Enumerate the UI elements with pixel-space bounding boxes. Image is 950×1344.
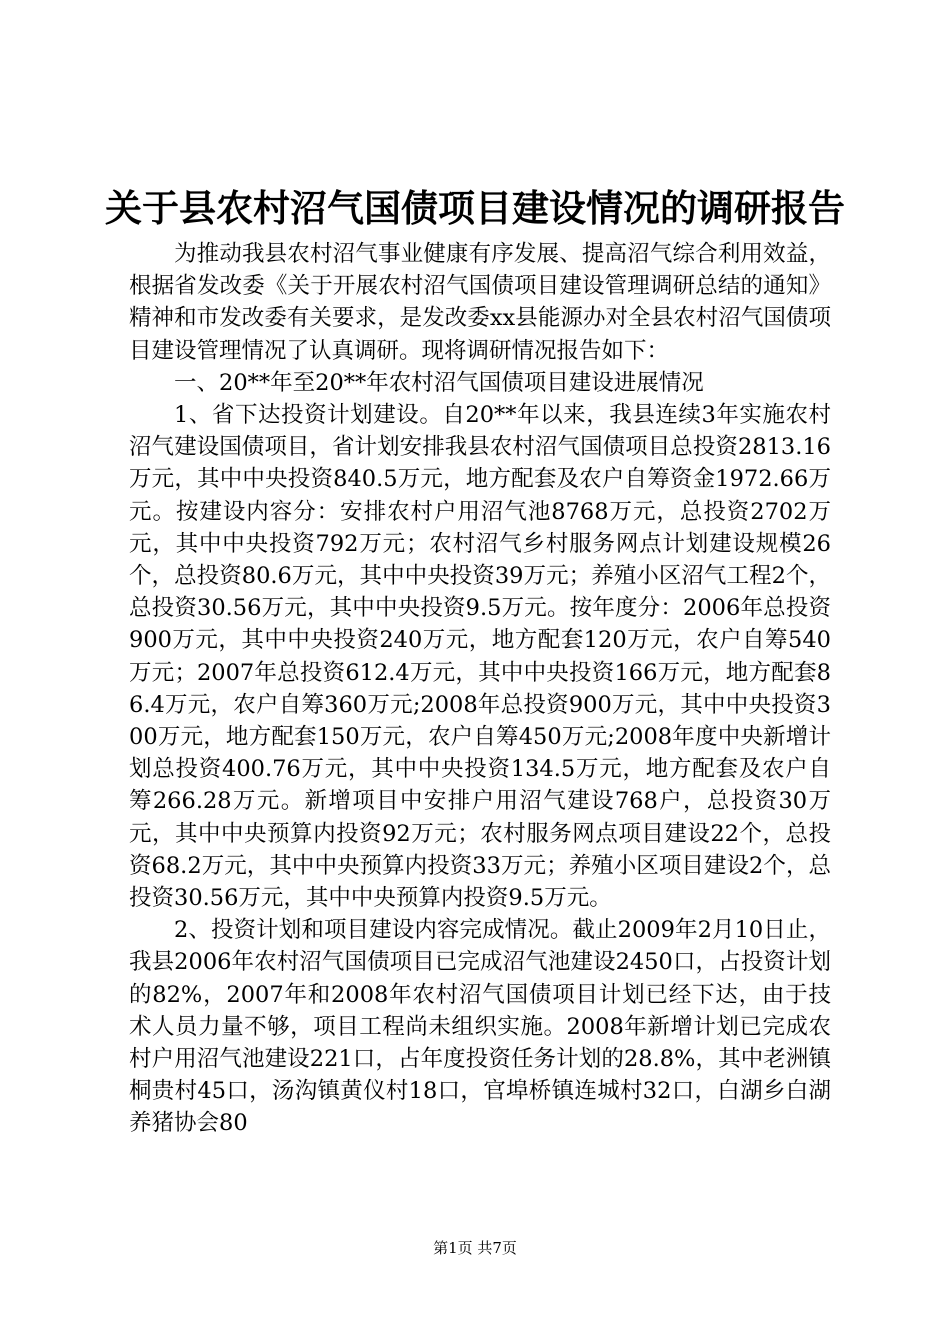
document-body — [129, 238, 831, 1140]
progress-paragraph: 2、投资计划和项目建设内容完成情况。截止2009年2月10日止，我县2006年农村沼气国债项目已完成沼气池建设2450口，占投资计划的82%，2007年和2008年农村沼气国债项目计划已经下达，由于技术人员力量不够，项目工程尚未组织实施。2008年新增计划已完成农村户用沼气池建设221口，占年度投资任务计划的28.8%，其中老洲镇桐贵村45口，汤沟镇黄仪村18口，官埠桥镇连城村32口，白湖乡白湖养猪协会80 — [129, 917, 831, 1137]
document-title: 关于县农村沼气国债项目建设情况的调研报告 — [105, 187, 845, 230]
page-footer: 第1页 共7页 — [433, 1239, 517, 1257]
intro-paragraph: 为推动我县农村沼气事业健康有序发展、提高沼气综合利用效益，根据省发改委《关于开展农村沼气国债项目建设管理调研总结的通知》精神和市发改委有关要求，是发改委xx县能源办对全县农村沼气国债项目建设管理情况了认真调研。现将调研情况报告如下： — [129, 241, 831, 364]
section-heading: 一、20**年至20**年农村沼气国债项目建设进展情况 — [174, 369, 704, 396]
investment-paragraph: 1、省下达投资计划建设。自20**年以来，我县连续3年实施农村沼气建设国债项目，省计划安排我县农村沼气国债项目总投资2813.16万元，其中中央投资840.5万元，地方配套及农户自筹资金1972.66万元。按建设内容分：安排农村户用沼气池8768万元，总投资2702万元，其中中央投资792万元；农村沼气乡村服务网点计划建设规模26个，总投资80.6万元，其中中央投资39万元；养殖小区沼气工程2个，总投资30.56万元，其中中央投资9.5万元。按年度分：2006年总投资900万元，其中中央投资240万元，地方配套120万元，农户自筹540万元；2007年总投资612.4万元，其中中央投资166万元，地方配套86.4万元，农户自筹360万元;2008年总投资900万元，其中中央投资300万元，地方配套150万元，农户自筹450万元;2008年度中央新增计划总投资400.76万元，其中中央投资134.5万元，地方配套及农户自筹266.28万元。新增项目中安排户用沼气建设768户，总投资30万元，其中中央预算内投资92万元；农村服务网点项目建设22个，总投资68.2万元，其中中央预算内投资33万元；养殖小区项目建设2个，总投资30.56万元，其中中央预算内投资9.5万元。 — [129, 402, 831, 912]
